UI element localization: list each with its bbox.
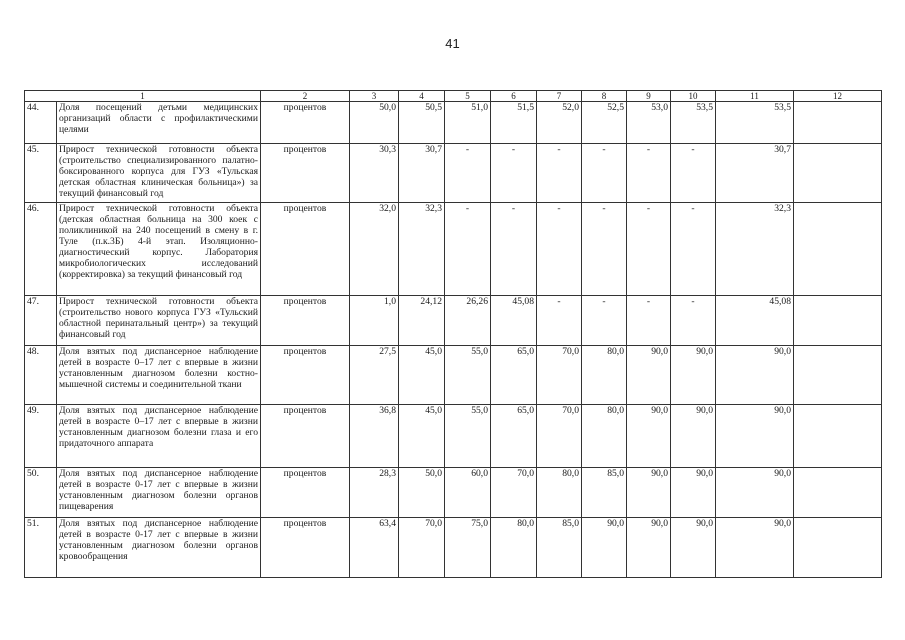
value-cell: - xyxy=(537,203,582,296)
indicator-name: Прирост технической готовности объекта (строительство нового корпуса ГУЗ «Тульский областной перинатальный центр») за текущий финансовый год xyxy=(57,296,261,346)
value-cell: - xyxy=(627,203,671,296)
value-cell: 30,7 xyxy=(399,144,445,203)
value-cell: 26,26 xyxy=(445,296,491,346)
indicator-name: Доля взятых под диспансерное наблюдение детей в возрасте 0–17 лет с впервые в жизни установленным диагнозом болезни костно-мышечной системы и соединительной ткани xyxy=(57,346,261,405)
value-cell: - xyxy=(537,296,582,346)
unit-cell: процентов xyxy=(261,296,350,346)
value-cell: - xyxy=(671,296,716,346)
header-cell-8: 8 xyxy=(582,91,627,102)
value-cell: 30,3 xyxy=(350,144,399,203)
row-number: 49. xyxy=(25,405,57,468)
value-cell: 70,0 xyxy=(399,518,445,578)
value-cell: 32,3 xyxy=(716,203,794,296)
value-cell: 24,12 xyxy=(399,296,445,346)
value-cell: - xyxy=(491,203,537,296)
unit-cell: процентов xyxy=(261,144,350,203)
value-cell: 90,0 xyxy=(582,518,627,578)
value-cell: 32,0 xyxy=(350,203,399,296)
notes-cell xyxy=(794,346,882,405)
value-cell: 51,0 xyxy=(445,102,491,144)
header-cell-10: 10 xyxy=(671,91,716,102)
notes-cell xyxy=(794,518,882,578)
value-cell: 52,5 xyxy=(582,102,627,144)
value-cell: 55,0 xyxy=(445,346,491,405)
header-cell-6: 6 xyxy=(491,91,537,102)
unit-cell: процентов xyxy=(261,468,350,518)
header-cell-11: 11 xyxy=(716,91,794,102)
value-cell: 30,7 xyxy=(716,144,794,203)
value-cell: 53,0 xyxy=(627,102,671,144)
indicators-table xyxy=(24,90,882,578)
table-row xyxy=(25,346,882,405)
value-cell: 80,0 xyxy=(537,468,582,518)
unit-cell: процентов xyxy=(261,405,350,468)
indicator-name: Доля взятых под диспансерное наблюдение детей в возрасте 0-17 лет с впервые в жизни установленным диагнозом болезни органов кровообращения xyxy=(57,518,261,578)
header-cell-3: 3 xyxy=(350,91,399,102)
unit-cell: процентов xyxy=(261,346,350,405)
value-cell: 85,0 xyxy=(582,468,627,518)
value-cell: 32,3 xyxy=(399,203,445,296)
value-cell: 45,0 xyxy=(399,405,445,468)
unit-cell: процентов xyxy=(261,102,350,144)
value-cell: 70,0 xyxy=(537,405,582,468)
value-cell: 90,0 xyxy=(627,518,671,578)
value-cell: 90,0 xyxy=(716,346,794,405)
table-row xyxy=(25,102,882,144)
value-cell: 53,5 xyxy=(671,102,716,144)
value-cell: 28,3 xyxy=(350,468,399,518)
value-cell: 45,08 xyxy=(491,296,537,346)
value-cell: 1,0 xyxy=(350,296,399,346)
value-cell: 80,0 xyxy=(582,346,627,405)
notes-cell xyxy=(794,405,882,468)
table-row xyxy=(25,518,882,578)
table-row xyxy=(25,144,882,203)
table-row xyxy=(25,203,882,296)
value-cell: 90,0 xyxy=(671,518,716,578)
value-cell: - xyxy=(627,296,671,346)
row-number: 51. xyxy=(25,518,57,578)
row-number: 48. xyxy=(25,346,57,405)
table-row xyxy=(25,468,882,518)
value-cell: - xyxy=(582,203,627,296)
indicator-name: Доля взятых под диспансерное наблюдение детей в возрасте 0-17 лет с впервые в жизни установленным диагнозом болезни органов пищеварения xyxy=(57,468,261,518)
row-number: 50. xyxy=(25,468,57,518)
header-cell-2: 2 xyxy=(261,91,350,102)
value-cell: 50,0 xyxy=(350,102,399,144)
value-cell: 90,0 xyxy=(716,405,794,468)
notes-cell xyxy=(794,203,882,296)
header-cell-12: 12 xyxy=(794,91,882,102)
value-cell: 65,0 xyxy=(491,405,537,468)
indicator-name: Прирост технической готовности объекта (строительство специализированного палатно-боксированного корпуса для ГУЗ «Тульская детская областная клиническая больница») за текущий финансовый год xyxy=(57,144,261,203)
header-cell-4: 4 xyxy=(399,91,445,102)
row-number: 46. xyxy=(25,203,57,296)
value-cell: 63,4 xyxy=(350,518,399,578)
value-cell: - xyxy=(582,144,627,203)
value-cell: 90,0 xyxy=(716,518,794,578)
notes-cell xyxy=(794,296,882,346)
value-cell: 65,0 xyxy=(491,346,537,405)
value-cell: 75,0 xyxy=(445,518,491,578)
table-row xyxy=(25,296,882,346)
indicator-name: Доля посещений детьми медицинских организаций области с профилактическими целями xyxy=(57,102,261,144)
value-cell: - xyxy=(582,296,627,346)
unit-cell: процентов xyxy=(261,203,350,296)
notes-cell xyxy=(794,468,882,518)
page-number: 41 xyxy=(445,36,460,51)
value-cell: 90,0 xyxy=(671,468,716,518)
value-cell: 90,0 xyxy=(716,468,794,518)
value-cell: 55,0 xyxy=(445,405,491,468)
table-header xyxy=(25,91,882,102)
value-cell: - xyxy=(671,203,716,296)
value-cell: - xyxy=(445,203,491,296)
header-cell-1: 1 xyxy=(25,91,261,102)
header-cell-9: 9 xyxy=(627,91,671,102)
value-cell: 27,5 xyxy=(350,346,399,405)
value-cell: 60,0 xyxy=(445,468,491,518)
value-cell: - xyxy=(627,144,671,203)
value-cell: 70,0 xyxy=(537,346,582,405)
value-cell: - xyxy=(537,144,582,203)
row-number: 44. xyxy=(25,102,57,144)
header-cell-5: 5 xyxy=(445,91,491,102)
table-row xyxy=(25,405,882,468)
value-cell: 80,0 xyxy=(491,518,537,578)
value-cell: 90,0 xyxy=(671,346,716,405)
unit-cell: процентов xyxy=(261,518,350,578)
value-cell: 90,0 xyxy=(627,405,671,468)
value-cell: 53,5 xyxy=(716,102,794,144)
value-cell: 45,08 xyxy=(716,296,794,346)
value-cell: 45,0 xyxy=(399,346,445,405)
value-cell: - xyxy=(491,144,537,203)
value-cell: 70,0 xyxy=(491,468,537,518)
value-cell: 50,0 xyxy=(399,468,445,518)
header-cell-7: 7 xyxy=(537,91,582,102)
value-cell: 85,0 xyxy=(537,518,582,578)
indicator-name: Доля взятых под диспансерное наблюдение детей в возрасте 0–17 лет с впервые в жизни установленным диагнозом болезни глаза и его придаточного аппарата xyxy=(57,405,261,468)
indicator-name: Прирост технической готовности объекта (детская областная больница на 300 коек с поликлиникой на 240 посещений в смену в г. Туле (п.к.3Б) 4-й этап. Изоляционно-диагностический корпус. Лаборатория микробиологических исследований (корректировка) за текущий финансовый год xyxy=(57,203,261,296)
value-cell: 90,0 xyxy=(671,405,716,468)
value-cell: 51,5 xyxy=(491,102,537,144)
table-body xyxy=(25,102,882,578)
value-cell: 50,5 xyxy=(399,102,445,144)
row-number: 45. xyxy=(25,144,57,203)
value-cell: - xyxy=(671,144,716,203)
value-cell: - xyxy=(445,144,491,203)
notes-cell xyxy=(794,102,882,144)
value-cell: 80,0 xyxy=(582,405,627,468)
value-cell: 90,0 xyxy=(627,468,671,518)
value-cell: 90,0 xyxy=(627,346,671,405)
value-cell: 52,0 xyxy=(537,102,582,144)
notes-cell xyxy=(794,144,882,203)
value-cell: 36,8 xyxy=(350,405,399,468)
row-number: 47. xyxy=(25,296,57,346)
